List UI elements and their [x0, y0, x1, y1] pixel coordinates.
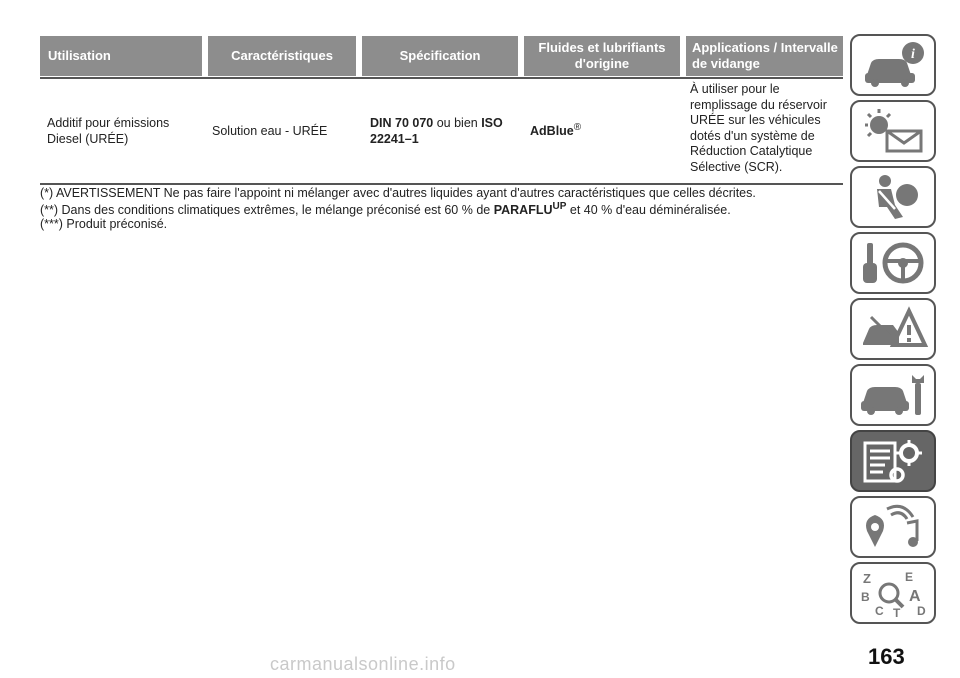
specifications-gear-icon	[857, 435, 929, 487]
page-number: 163	[868, 644, 905, 669]
fluid-registered-mark: ®	[573, 122, 582, 133]
header-applications: Applications / Intervalle de vidange	[680, 36, 843, 76]
tab-car-maintenance[interactable]	[850, 364, 936, 426]
header-divider	[40, 77, 843, 79]
cell-characteristics: Solution eau - URÉE	[212, 124, 328, 138]
tab-warning-lights[interactable]	[850, 100, 936, 162]
svg-text:B: B	[861, 590, 870, 604]
tab-specifications[interactable]	[850, 430, 936, 492]
alphabetical-index-icon	[857, 567, 929, 619]
svg-text:E: E	[905, 570, 914, 584]
row-divider	[40, 183, 843, 185]
spec-iso: ISO 22241–1	[370, 116, 503, 146]
cell-usage: Additif pour émissions Diesel (URÉE)	[47, 116, 170, 146]
footnote-2	[40, 200, 840, 217]
table-row	[40, 82, 843, 182]
spec-or: ou bien	[433, 116, 482, 130]
brand-name: PARAFLU	[493, 203, 553, 218]
brand-sup: UP	[552, 201, 567, 212]
multimedia-icon	[857, 501, 929, 553]
table-header	[40, 36, 843, 76]
key-steering-wheel-icon	[857, 237, 929, 289]
cell-application: À utiliser pour le remplissage du réservoir URÉE sur les véhicules dotés d'un système de Réduction Catalytique Sélective (SCR).	[690, 82, 827, 174]
footnote-2-suffix: et 40 % d'eau déminéralisée.	[566, 203, 731, 218]
tab-seatbelt-airbag[interactable]	[850, 166, 936, 228]
car-info-icon	[857, 39, 929, 91]
footnote-3: (***) Produit préconisé.	[40, 217, 168, 232]
footnote-1: (*) AVERTISSEMENT Ne pas faire l'appoint ni mélanger avec d'autres liquides ayant d'autres caractéristiques que celles décrites.	[40, 186, 756, 200]
svg-text:D: D	[917, 604, 926, 618]
cell-fluid	[530, 120, 680, 140]
tab-multimedia[interactable]	[850, 496, 936, 558]
warning-lights-icon	[857, 105, 929, 157]
footnotes	[40, 186, 840, 231]
cell-specification	[370, 116, 520, 147]
footnote-2-prefix: (**) Dans des conditions climatiques extrêmes, le mélange préconisé est 60 % de	[40, 203, 494, 218]
svg-text:Z: Z	[863, 571, 871, 586]
watermark: carmanualsonline.info	[270, 654, 456, 674]
header-usage: Utilisation	[40, 36, 202, 76]
header-characteristics: Caractéristiques	[202, 36, 356, 76]
svg-text:A: A	[909, 588, 921, 605]
tab-car-info[interactable]	[850, 34, 936, 96]
tab-breakdown[interactable]	[850, 298, 936, 360]
tab-key-steering[interactable]	[850, 232, 936, 294]
breakdown-triangle-icon	[857, 303, 929, 355]
spec-din: DIN 70 070	[370, 116, 434, 130]
footnote-2-brand	[494, 203, 567, 217]
svg-text:T: T	[893, 606, 901, 619]
seatbelt-airbag-icon	[857, 171, 929, 223]
fluid-name: AdBlue	[530, 124, 574, 139]
car-wrench-icon	[857, 369, 929, 421]
header-specification: Spécification	[356, 36, 518, 76]
header-fluids: Fluides et lubrifiants d'origine	[518, 36, 680, 76]
svg-text:i: i	[911, 47, 915, 62]
svg-text:C: C	[875, 604, 884, 618]
tab-index[interactable]	[850, 562, 936, 624]
